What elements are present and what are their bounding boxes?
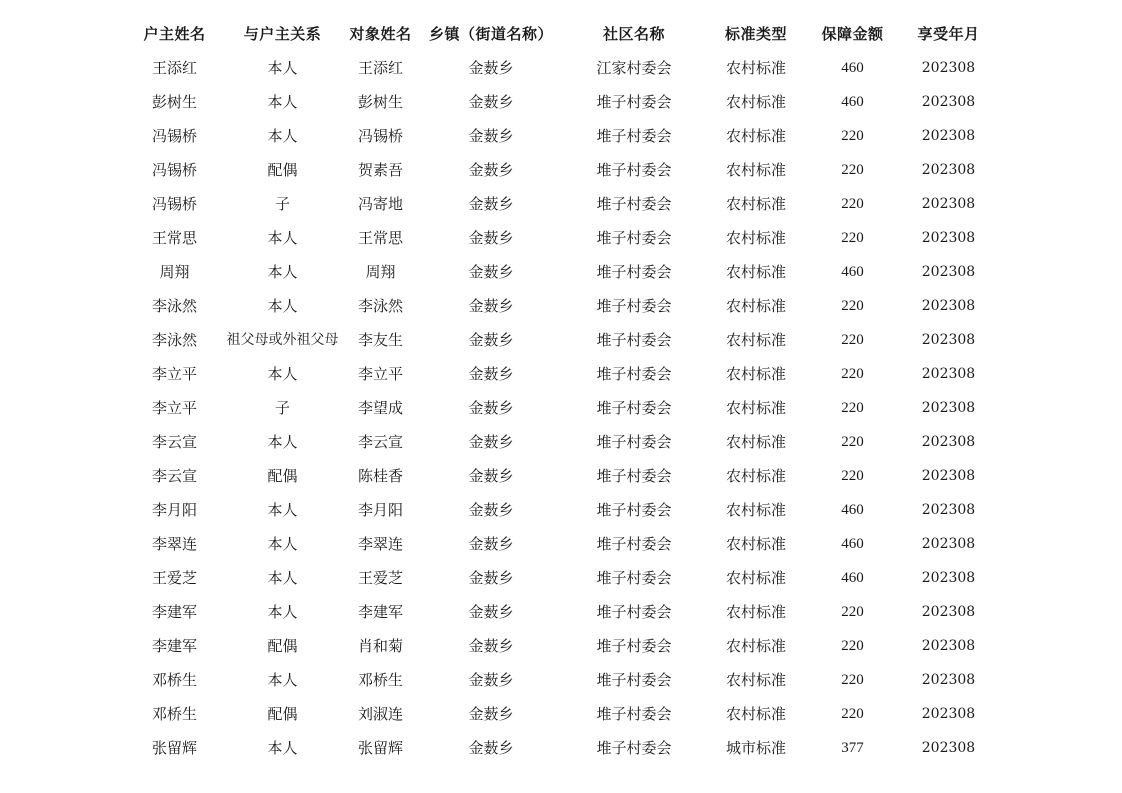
recipient-name-cell: 肖和菊 bbox=[357, 637, 403, 655]
standard-type-cell: 农村标准 bbox=[725, 365, 786, 383]
amount-cell: 460 bbox=[841, 60, 864, 76]
head-of-household-name-cell: 王添红 bbox=[151, 59, 197, 77]
month-cell: 202308 bbox=[921, 162, 976, 178]
head-of-household-name-cell: 李泳然 bbox=[151, 297, 197, 315]
relationship-cell: 本人 bbox=[267, 365, 298, 383]
amount-cell: 220 bbox=[841, 162, 864, 178]
relationship-cell: 本人 bbox=[267, 739, 298, 757]
head-of-household-name-cell: 李云宣 bbox=[151, 467, 197, 485]
township-cell: 金薮乡 bbox=[468, 433, 514, 451]
community-name-cell: 堆子村委会 bbox=[596, 365, 672, 383]
relationship-cell: 本人 bbox=[267, 127, 298, 145]
table-row bbox=[123, 119, 996, 153]
relationship-cell: 本人 bbox=[267, 263, 298, 281]
head-of-household-name-cell: 冯锡桥 bbox=[151, 127, 197, 145]
relationship-cell: 本人 bbox=[267, 569, 298, 587]
table-row bbox=[123, 459, 996, 493]
relationship-cell: 本人 bbox=[267, 501, 298, 519]
table-row bbox=[123, 221, 996, 255]
amount-cell: 220 bbox=[841, 230, 864, 246]
month-cell: 202308 bbox=[921, 672, 976, 688]
community-name-cell: 堆子村委会 bbox=[596, 467, 672, 485]
table-row bbox=[123, 595, 996, 629]
header-community-name: 社区名称 bbox=[602, 25, 665, 43]
header-amount: 保障金额 bbox=[821, 25, 884, 43]
head-of-household-name-cell: 邓桥生 bbox=[151, 705, 197, 723]
community-name-cell: 堆子村委会 bbox=[596, 263, 672, 281]
township-cell: 金薮乡 bbox=[468, 501, 514, 519]
standard-type-cell: 农村标准 bbox=[725, 59, 786, 77]
header-relationship: 与户主关系 bbox=[243, 25, 322, 43]
standard-type-cell: 农村标准 bbox=[725, 399, 786, 417]
header-head-of-household-name: 户主姓名 bbox=[143, 25, 206, 43]
standard-type-cell: 农村标准 bbox=[725, 501, 786, 519]
month-cell: 202308 bbox=[921, 298, 976, 314]
month-cell: 202308 bbox=[921, 740, 976, 756]
relationship-cell: 本人 bbox=[267, 603, 298, 621]
head-of-household-name-cell: 冯锡桥 bbox=[151, 161, 197, 179]
community-name-cell: 堆子村委会 bbox=[596, 161, 672, 179]
standard-type-cell: 农村标准 bbox=[725, 195, 786, 213]
header-township: 乡镇（街道名称） bbox=[428, 25, 553, 43]
relationship-cell: 本人 bbox=[267, 229, 298, 247]
community-name-cell: 堆子村委会 bbox=[596, 535, 672, 553]
recipient-name-cell: 王添红 bbox=[357, 59, 403, 77]
standard-type-cell: 农村标准 bbox=[725, 229, 786, 247]
relationship-cell: 祖父母或外祖父母 bbox=[226, 332, 339, 348]
month-cell: 202308 bbox=[921, 400, 976, 416]
head-of-household-name-cell: 李建军 bbox=[151, 637, 197, 655]
table-row bbox=[123, 51, 996, 85]
relationship-cell: 子 bbox=[274, 195, 290, 213]
amount-cell: 220 bbox=[841, 332, 864, 348]
community-name-cell: 堆子村委会 bbox=[596, 705, 672, 723]
recipient-name-cell: 邓桥生 bbox=[357, 671, 403, 689]
recipient-name-cell: 李建军 bbox=[357, 603, 403, 621]
amount-cell: 220 bbox=[841, 400, 864, 416]
recipient-name-cell: 李立平 bbox=[357, 365, 403, 383]
head-of-household-name-cell: 李泳然 bbox=[151, 331, 197, 349]
month-cell: 202308 bbox=[921, 604, 976, 620]
community-name-cell: 堆子村委会 bbox=[596, 297, 672, 315]
amount-cell: 220 bbox=[841, 672, 864, 688]
township-cell: 金薮乡 bbox=[468, 229, 514, 247]
month-cell: 202308 bbox=[921, 366, 976, 382]
community-name-cell: 堆子村委会 bbox=[596, 433, 672, 451]
head-of-household-name-cell: 王爱芝 bbox=[151, 569, 197, 587]
table-row bbox=[123, 357, 996, 391]
amount-cell: 220 bbox=[841, 706, 864, 722]
standard-type-cell: 农村标准 bbox=[725, 297, 786, 315]
community-name-cell: 堆子村委会 bbox=[596, 93, 672, 111]
relationship-cell: 本人 bbox=[267, 93, 298, 111]
head-of-household-name-cell: 王常思 bbox=[151, 229, 197, 247]
standard-type-cell: 农村标准 bbox=[725, 671, 786, 689]
amount-cell: 460 bbox=[841, 94, 864, 110]
standard-type-cell: 农村标准 bbox=[725, 331, 786, 349]
standard-type-cell: 农村标准 bbox=[725, 467, 786, 485]
standard-type-cell: 农村标准 bbox=[725, 705, 786, 723]
community-name-cell: 堆子村委会 bbox=[596, 229, 672, 247]
township-cell: 金薮乡 bbox=[468, 195, 514, 213]
assistance-table bbox=[123, 17, 996, 765]
community-name-cell: 堆子村委会 bbox=[596, 195, 672, 213]
amount-cell: 460 bbox=[841, 264, 864, 280]
month-cell: 202308 bbox=[921, 468, 976, 484]
township-cell: 金薮乡 bbox=[468, 93, 514, 111]
recipient-name-cell: 李泳然 bbox=[357, 297, 403, 315]
recipient-name-cell: 彭树生 bbox=[357, 93, 403, 111]
township-cell: 金薮乡 bbox=[468, 161, 514, 179]
table-row bbox=[123, 153, 996, 187]
township-cell: 金薮乡 bbox=[468, 569, 514, 587]
header-month: 享受年月 bbox=[917, 25, 980, 43]
township-cell: 金薮乡 bbox=[468, 739, 514, 757]
amount-cell: 220 bbox=[841, 196, 864, 212]
amount-cell: 460 bbox=[841, 570, 864, 586]
head-of-household-name-cell: 李云宣 bbox=[151, 433, 197, 451]
relationship-cell: 本人 bbox=[267, 671, 298, 689]
standard-type-cell: 农村标准 bbox=[725, 603, 786, 621]
township-cell: 金薮乡 bbox=[468, 365, 514, 383]
township-cell: 金薮乡 bbox=[468, 671, 514, 689]
community-name-cell: 堆子村委会 bbox=[596, 671, 672, 689]
relationship-cell: 配偶 bbox=[267, 637, 298, 655]
relationship-cell: 本人 bbox=[267, 59, 298, 77]
amount-cell: 220 bbox=[841, 298, 864, 314]
township-cell: 金薮乡 bbox=[468, 637, 514, 655]
township-cell: 金薮乡 bbox=[468, 399, 514, 417]
community-name-cell: 堆子村委会 bbox=[596, 331, 672, 349]
community-name-cell: 堆子村委会 bbox=[596, 127, 672, 145]
recipient-name-cell: 冯寄地 bbox=[357, 195, 403, 213]
township-cell: 金薮乡 bbox=[468, 263, 514, 281]
header-row bbox=[123, 17, 996, 51]
relationship-cell: 配偶 bbox=[267, 161, 298, 179]
month-cell: 202308 bbox=[921, 706, 976, 722]
table-row bbox=[123, 425, 996, 459]
township-cell: 金薮乡 bbox=[468, 535, 514, 553]
relationship-cell: 配偶 bbox=[267, 705, 298, 723]
table-row bbox=[123, 527, 996, 561]
head-of-household-name-cell: 周翔 bbox=[159, 263, 190, 281]
community-name-cell: 堆子村委会 bbox=[596, 739, 672, 757]
amount-cell: 220 bbox=[841, 366, 864, 382]
amount-cell: 460 bbox=[841, 536, 864, 552]
recipient-name-cell: 李友生 bbox=[357, 331, 403, 349]
head-of-household-name-cell: 李月阳 bbox=[151, 501, 197, 519]
recipient-name-cell: 陈桂香 bbox=[357, 467, 403, 485]
table-row bbox=[123, 289, 996, 323]
amount-cell: 460 bbox=[841, 502, 864, 518]
table-row bbox=[123, 697, 996, 731]
standard-type-cell: 农村标准 bbox=[725, 637, 786, 655]
recipient-name-cell: 李翠连 bbox=[357, 535, 403, 553]
recipient-name-cell: 李望成 bbox=[357, 399, 403, 417]
recipient-name-cell: 刘淑连 bbox=[357, 705, 403, 723]
recipient-name-cell: 冯锡桥 bbox=[357, 127, 403, 145]
head-of-household-name-cell: 李建军 bbox=[151, 603, 197, 621]
head-of-household-name-cell: 冯锡桥 bbox=[151, 195, 197, 213]
table-row bbox=[123, 629, 996, 663]
standard-type-cell: 农村标准 bbox=[725, 433, 786, 451]
township-cell: 金薮乡 bbox=[468, 297, 514, 315]
head-of-household-name-cell: 邓桥生 bbox=[151, 671, 197, 689]
standard-type-cell: 农村标准 bbox=[725, 535, 786, 553]
recipient-name-cell: 李云宣 bbox=[357, 433, 403, 451]
standard-type-cell: 农村标准 bbox=[725, 93, 786, 111]
table-row bbox=[123, 663, 996, 697]
month-cell: 202308 bbox=[921, 230, 976, 246]
standard-type-cell: 城市标准 bbox=[725, 739, 786, 757]
head-of-household-name-cell: 张留辉 bbox=[151, 739, 197, 757]
table-row bbox=[123, 391, 996, 425]
amount-cell: 220 bbox=[841, 604, 864, 620]
relationship-cell: 本人 bbox=[267, 433, 298, 451]
month-cell: 202308 bbox=[921, 94, 976, 110]
amount-cell: 220 bbox=[841, 434, 864, 450]
township-cell: 金薮乡 bbox=[468, 705, 514, 723]
standard-type-cell: 农村标准 bbox=[725, 127, 786, 145]
amount-cell: 377 bbox=[841, 740, 864, 756]
table-row bbox=[123, 493, 996, 527]
recipient-name-cell: 李月阳 bbox=[357, 501, 403, 519]
recipient-name-cell: 张留辉 bbox=[357, 739, 403, 757]
month-cell: 202308 bbox=[921, 196, 976, 212]
recipient-name-cell: 贺素吾 bbox=[357, 161, 403, 179]
standard-type-cell: 农村标准 bbox=[725, 569, 786, 587]
township-cell: 金薮乡 bbox=[468, 467, 514, 485]
community-name-cell: 堆子村委会 bbox=[596, 399, 672, 417]
table-row bbox=[123, 731, 996, 765]
month-cell: 202308 bbox=[921, 60, 976, 76]
month-cell: 202308 bbox=[921, 638, 976, 654]
table-body bbox=[123, 51, 996, 765]
amount-cell: 220 bbox=[841, 128, 864, 144]
head-of-household-name-cell: 彭树生 bbox=[151, 93, 197, 111]
table-row bbox=[123, 561, 996, 595]
amount-cell: 220 bbox=[841, 638, 864, 654]
township-cell: 金薮乡 bbox=[468, 603, 514, 621]
month-cell: 202308 bbox=[921, 434, 976, 450]
head-of-household-name-cell: 李立平 bbox=[151, 365, 197, 383]
month-cell: 202308 bbox=[921, 570, 976, 586]
relationship-cell: 子 bbox=[274, 399, 290, 417]
amount-cell: 220 bbox=[841, 468, 864, 484]
month-cell: 202308 bbox=[921, 502, 976, 518]
township-cell: 金薮乡 bbox=[468, 59, 514, 77]
community-name-cell: 堆子村委会 bbox=[596, 569, 672, 587]
recipient-name-cell: 周翔 bbox=[365, 263, 396, 281]
table-row bbox=[123, 255, 996, 289]
standard-type-cell: 农村标准 bbox=[725, 161, 786, 179]
standard-type-cell: 农村标准 bbox=[725, 263, 786, 281]
township-cell: 金薮乡 bbox=[468, 331, 514, 349]
month-cell: 202308 bbox=[921, 264, 976, 280]
header-recipient-name: 对象姓名 bbox=[349, 25, 412, 43]
community-name-cell: 江家村委会 bbox=[596, 59, 672, 77]
recipient-name-cell: 王常思 bbox=[357, 229, 403, 247]
relationship-cell: 配偶 bbox=[267, 467, 298, 485]
head-of-household-name-cell: 李翠连 bbox=[151, 535, 197, 553]
recipient-name-cell: 王爱芝 bbox=[357, 569, 403, 587]
table-row bbox=[123, 187, 996, 221]
relationship-cell: 本人 bbox=[267, 297, 298, 315]
month-cell: 202308 bbox=[921, 536, 976, 552]
township-cell: 金薮乡 bbox=[468, 127, 514, 145]
community-name-cell: 堆子村委会 bbox=[596, 501, 672, 519]
head-of-household-name-cell: 李立平 bbox=[151, 399, 197, 417]
table-row bbox=[123, 323, 996, 357]
month-cell: 202308 bbox=[921, 332, 976, 348]
relationship-cell: 本人 bbox=[267, 535, 298, 553]
community-name-cell: 堆子村委会 bbox=[596, 637, 672, 655]
table-row bbox=[123, 85, 996, 119]
month-cell: 202308 bbox=[921, 128, 976, 144]
community-name-cell: 堆子村委会 bbox=[596, 603, 672, 621]
header-standard-type: 标准类型 bbox=[724, 25, 787, 43]
